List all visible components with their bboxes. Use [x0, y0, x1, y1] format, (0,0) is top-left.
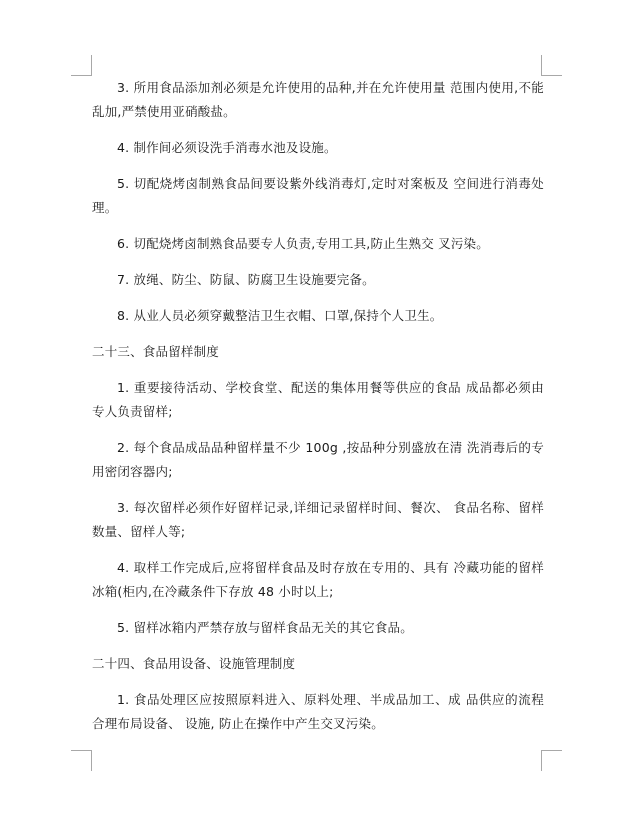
paragraph-uv-lamp: 5. 切配烧烤卤制熟食品间要设紫外线消毒灯,定时对案板及 空间进行消毒处理。 — [92, 176, 544, 215]
margin-mark-top-left — [71, 55, 92, 76]
paragraph-sample-amount: 2. 每个食品成品品种留样量不少 100g ,按品种分别盛放在清 洗消毒后的专用密闭容器内; — [92, 440, 544, 479]
paragraph-dedicated-staff: 6. 切配烧烤卤制熟食品要专人负责,专用工具,防止生熟交 叉污染。 — [117, 236, 489, 251]
margin-mark-bottom-left — [71, 750, 92, 771]
paragraph-sample-staff: 1. 重要接待活动、学校食堂、配送的集体用餐等供应的食品 成品都必须由专人负责留样; — [92, 380, 544, 419]
margin-mark-top-right — [541, 55, 562, 76]
paragraph-pest-control: 7. 放绳、防尘、防鼠、防腐卫生设施要完备。 — [117, 272, 375, 287]
paragraph-sample-fridge: 5. 留样冰箱内严禁存放与留样食品无关的其它食品。 — [117, 620, 413, 635]
paragraph-equipment-layout: 1. 食品处理区应按照原料进入、原料处理、半成品加工、成 品供应的流程合理布局设备、 设施, 防止在操作中产生交叉污染。 — [92, 692, 544, 731]
section-heading-equipment: 二十四、食品用设备、设施管理制度 — [92, 656, 296, 671]
paragraph-hygiene: 8. 从业人员必须穿戴整洁卫生衣帽、口罩,保持个人卫生。 — [117, 308, 443, 323]
paragraph-sample-storage: 4. 取样工作完成后,应将留样食品及时存放在专用的、具有 冷藏功能的留样冰箱(柜内,在冷藏条件下存放 48 小时以上; — [92, 560, 544, 599]
paragraph-sample-record: 3. 每次留样必须作好留样记录,详细记录留样时间、餐次、 食品名称、留样数量、留样人等; — [92, 500, 544, 539]
section-heading-sample-retention: 二十三、食品留样制度 — [92, 344, 220, 359]
paragraph-additives: 3. 所用食品添加剂必须是允许使用的品种,并在允许使用量 范围内使用,不能乱加,严禁使用亚硝酸盐。 — [92, 80, 544, 119]
document-body[interactable] — [92, 76, 544, 748]
margin-mark-bottom-right — [541, 750, 562, 771]
paragraph-handwash: 4. 制作间必须设洗手消毒水池及设施。 — [117, 140, 337, 155]
